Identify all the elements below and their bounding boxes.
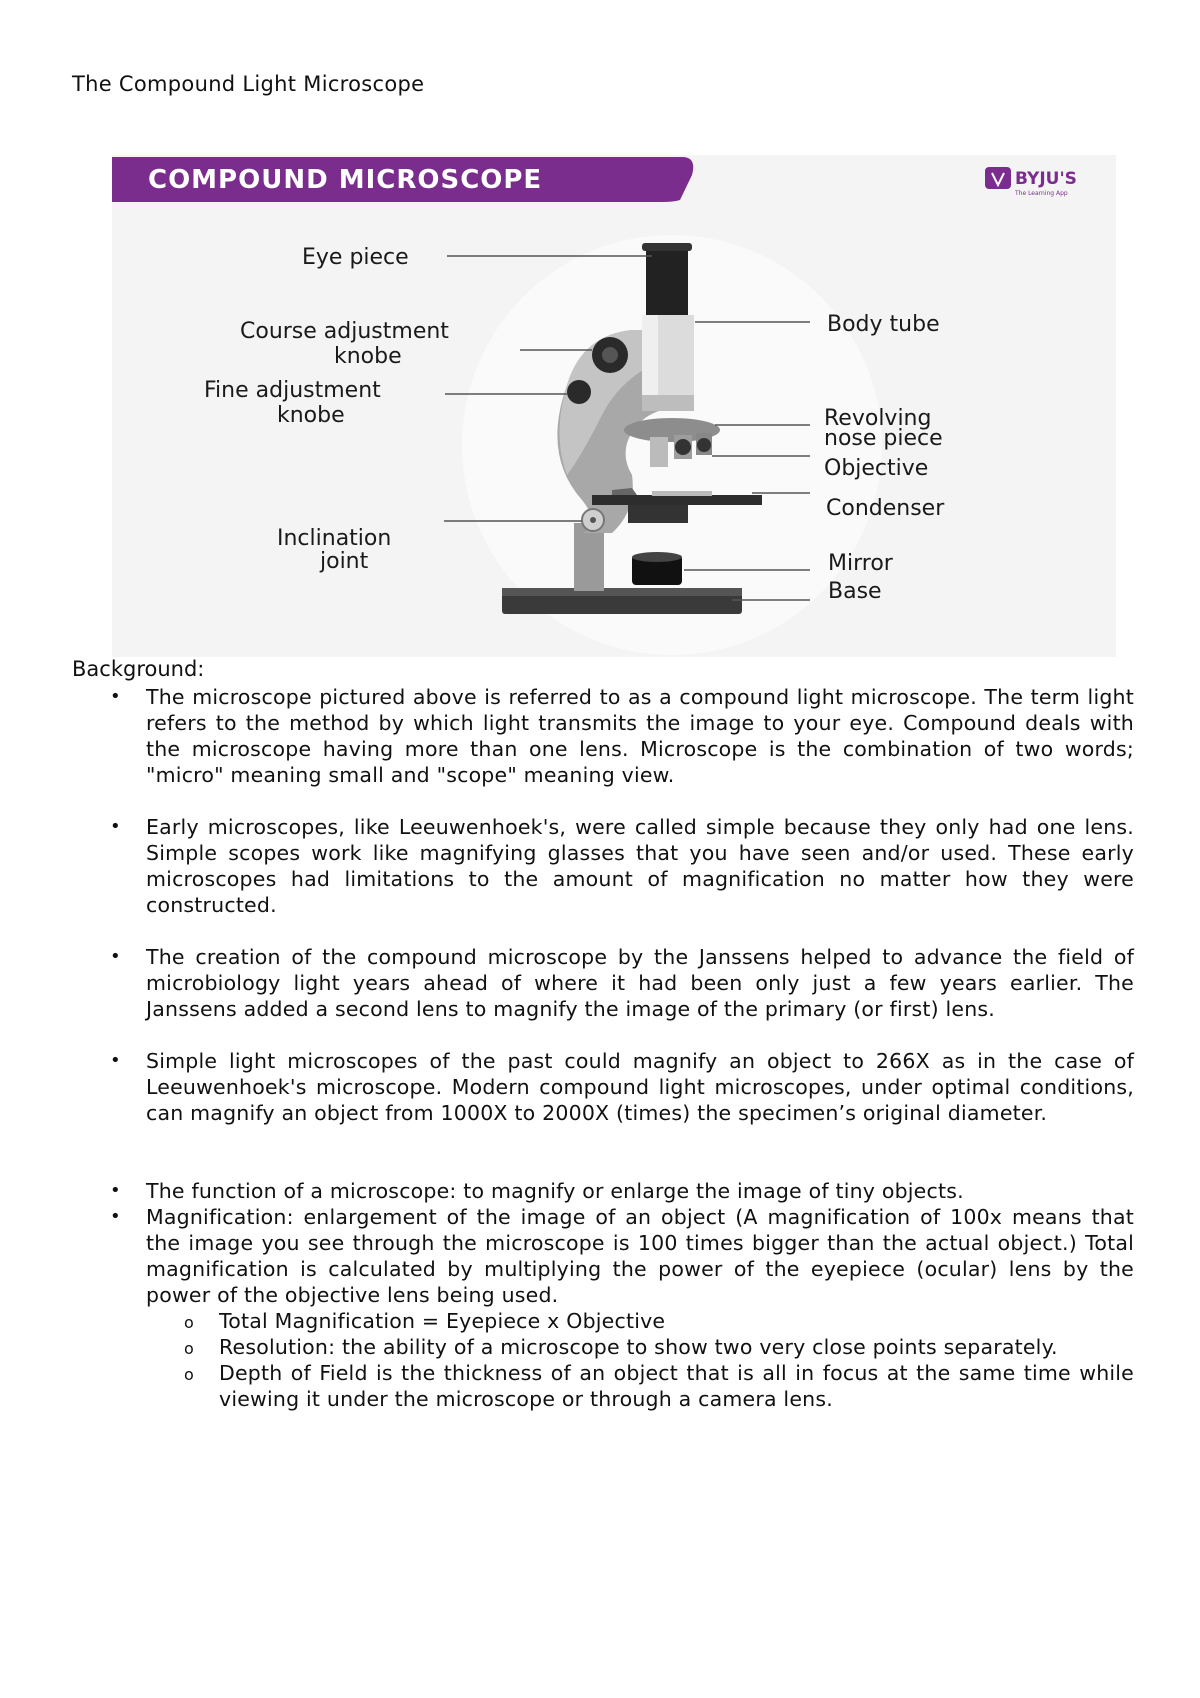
fine-adjustment-knob: [567, 380, 591, 404]
list-item-text: The microscope pictured above is referred to as a compound light microscope. The term light refers to the method by which light transmits the image to your eye. Compound deals with the microscope having more than one lens. Microscope is the combination of two words; "micro" meaning small and "scope" meaning view.: [146, 685, 1134, 787]
label-inclination: Inclination: [277, 526, 392, 551]
list-item-text: Magnification: enlargement of the image of an object (A magnification of 100x means that the image you see through the microscope is 100 times bigger than the actual object.) Total magnification is calculated by multiplying the power of the eyepiece (ocular) lens by the power of the objective lens being used.: [146, 1205, 1134, 1307]
svg-text:The Learning App: The Learning App: [1015, 190, 1068, 197]
list-item-text: Simple light microscopes of the past could magnify an object to 266X as in the case of Leeuwenhoek's microscope. Modern compound light microscopes, under optimal conditions, can magnify an object from 1000X to 2000X (times) the specimen’s original diameter.: [146, 1049, 1134, 1125]
objective-lens: [650, 437, 668, 467]
list-item: [72, 944, 1134, 1022]
bullet-glyph: •: [110, 946, 121, 967]
label-base: Base: [828, 579, 882, 604]
bullet-glyph: •: [110, 1206, 121, 1227]
stage: [592, 495, 762, 505]
label-revolving: Revolving: [824, 406, 932, 431]
sub-list-item: [72, 1308, 1134, 1334]
background-section: [72, 684, 1134, 1412]
bullet-glyph: •: [110, 1050, 121, 1071]
list-item: [72, 1178, 1134, 1204]
label-course-knobe: knobe: [334, 344, 402, 369]
background-list: [72, 684, 1134, 1308]
sub-bullet-glyph: o: [184, 1339, 194, 1358]
label-objective: Objective: [824, 456, 929, 481]
list-item: [72, 814, 1134, 918]
label-eye-piece: Eye piece: [302, 245, 409, 270]
sub-list-item: [72, 1360, 1134, 1412]
background-heading: Background:: [72, 657, 205, 681]
eyepiece: [646, 247, 688, 317]
label-course-adjustment: Course adjustment: [240, 319, 449, 344]
magnification-sublist: [72, 1308, 1134, 1412]
list-item-text: Early microscopes, like Leeuwenhoek's, were called simple because they only had one lens. Simple scopes work like magnifying glasses that you have seen and/or used. These early microscopes had limitations to the amount of magnification no matter how they were constructed.: [146, 815, 1134, 917]
sub-list-item: [72, 1334, 1134, 1360]
list-item: [72, 1204, 1134, 1308]
bullet-glyph: •: [110, 686, 121, 707]
list-item-text: The creation of the compound microscope by the Janssens helped to advance the field of microbiology light years ahead of where it had been only just a few years earlier. The Janssens added a second lens to magnify the image of the primary (or first) lens.: [146, 945, 1134, 1021]
bullet-glyph: •: [110, 816, 121, 837]
document-title: The Compound Light Microscope: [72, 72, 425, 96]
label-mirror: Mirror: [828, 551, 893, 576]
label-body-tube: Body tube: [827, 312, 940, 337]
label-condenser: Condenser: [826, 496, 945, 521]
svg-text:BYJU'S: BYJU'S: [1015, 169, 1077, 189]
banner-title: COMPOUND MICROSCOPE: [148, 165, 543, 195]
brand-logo: [985, 167, 1077, 197]
sub-list-item-text: Depth of Field is the thickness of an object that is all in focus at the same time while viewing it under the microscope or through a camera lens.: [219, 1361, 1134, 1411]
condenser: [628, 505, 688, 523]
sub-bullet-glyph: o: [184, 1365, 194, 1384]
sub-list-item-text: Total Magnification = Eyepiece x Objective: [219, 1309, 666, 1333]
label-fine-knobe: knobe: [277, 403, 345, 428]
list-item: [72, 1048, 1134, 1126]
bullet-glyph: •: [110, 1180, 121, 1201]
label-fine-adjustment: Fine adjustment: [204, 378, 381, 403]
list-item-text: The function of a microscope: to magnify or enlarge the image of tiny objects.: [146, 1179, 964, 1203]
label-nose-piece: nose piece: [824, 426, 943, 451]
microscope-figure: [112, 155, 1116, 657]
microscope-diagram: [112, 155, 1116, 657]
label-inclination-joint: joint: [320, 549, 369, 574]
sub-list-item-text: Resolution: the ability of a microscope to show two very close points separately.: [219, 1335, 1058, 1359]
sub-bullet-glyph: o: [184, 1313, 194, 1332]
list-item: [72, 684, 1134, 788]
